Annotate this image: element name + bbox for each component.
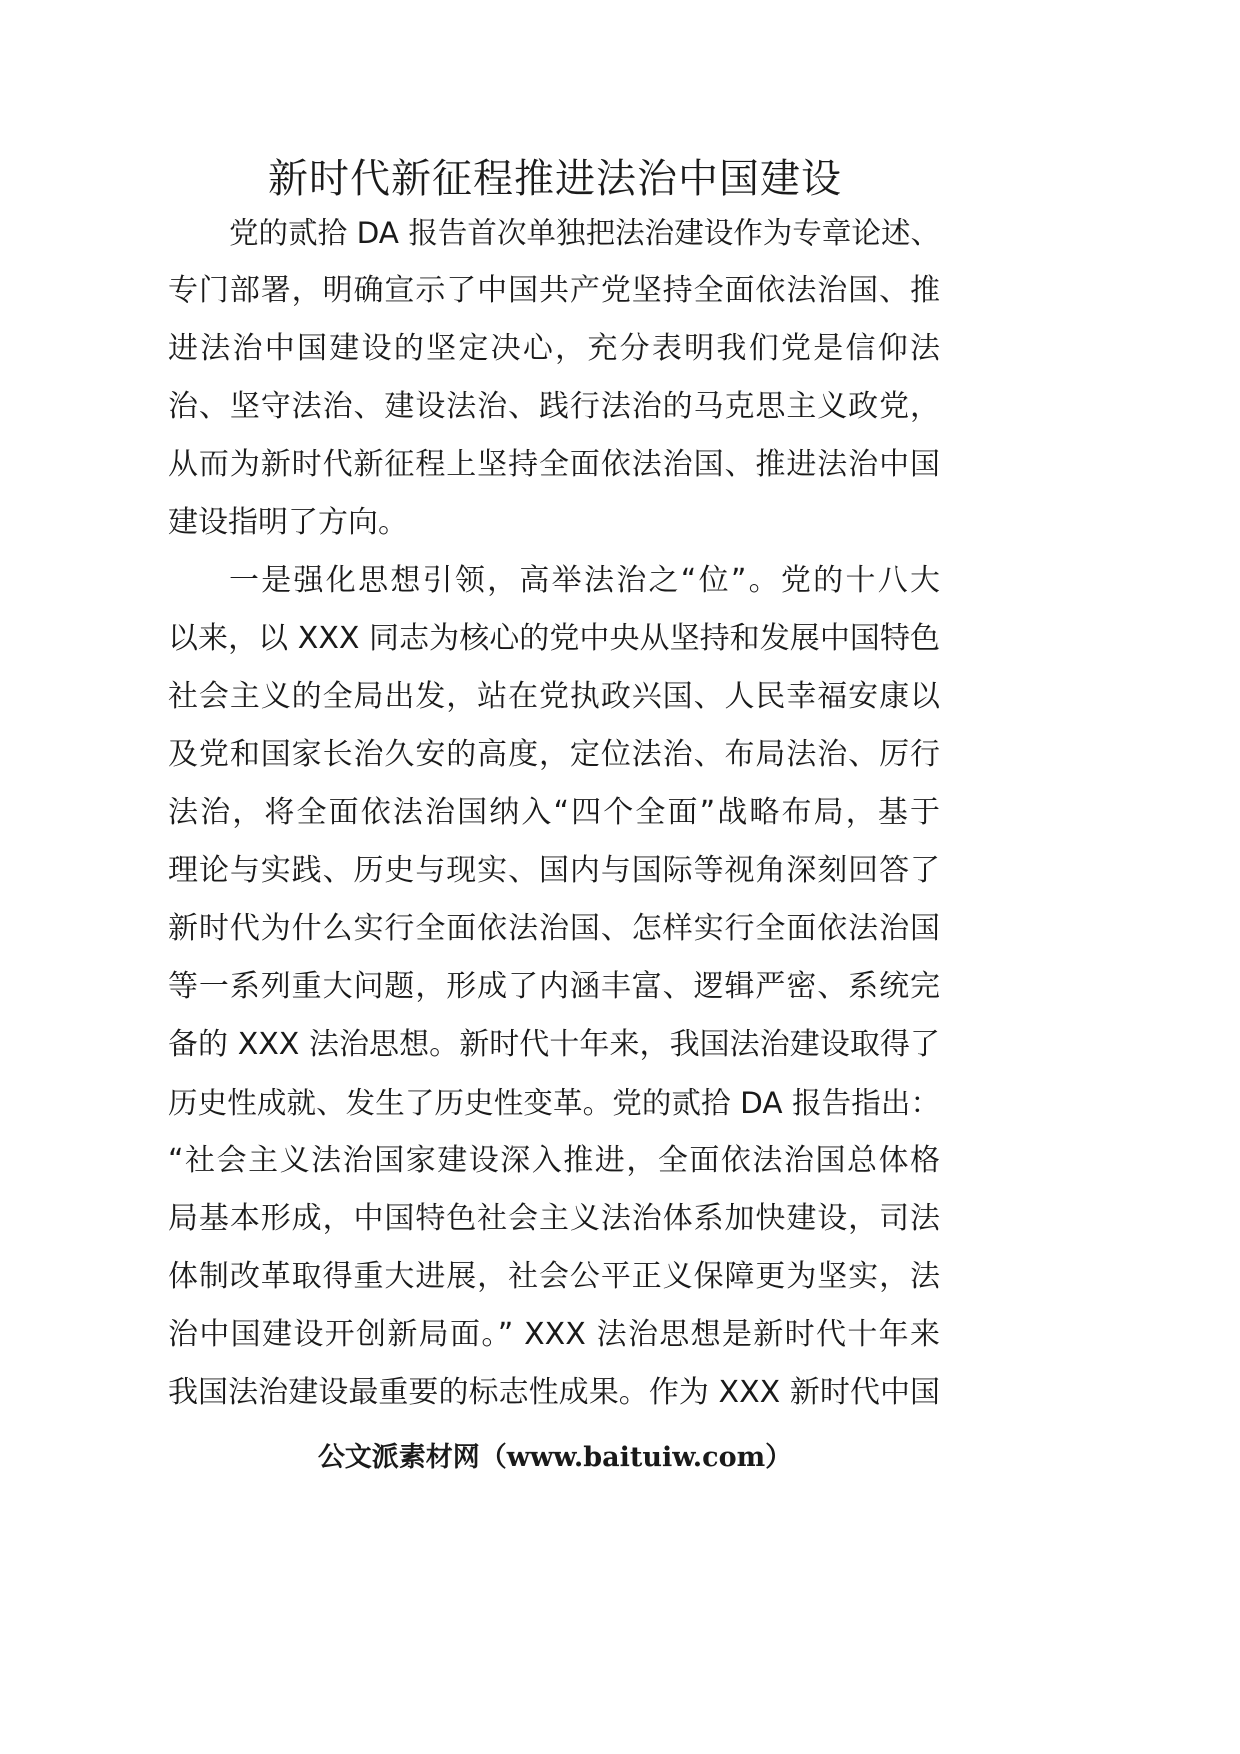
paragraph-line: 治中国建设开创新局面。” XXX 法治思想是新时代十年来	[168, 1317, 940, 1352]
paragraph-line: 理论与实践、历史与现实、国内与国际等视角深刻回答了	[168, 853, 940, 888]
paragraph-line: 新时代为什么实行全面依法治国、怎样实行全面依法治国	[168, 911, 940, 946]
paragraph-line: 建设指明了方向。	[168, 505, 408, 540]
paragraph-line: 社会主义的全局出发，站在党执政兴国、人民幸福安康以	[168, 679, 940, 714]
paragraph-line: 进法治中国建设的坚定决心，充分表明我们党是信仰法	[168, 331, 940, 366]
paragraph-line: 局基本形成，中国特色社会主义法治体系加快建设，司法	[168, 1201, 940, 1236]
paragraph-line: 治、坚守法治、建设法治、践行法治的马克思主义政党，	[168, 389, 940, 424]
paragraph-line: 我国法治建设最重要的标志性成果。作为 XXX 新时代中国	[168, 1375, 940, 1410]
paragraph-line: 专门部署，明确宣示了中国共产党坚持全面依法治国、推	[168, 273, 940, 308]
paragraph-line: 备的 XXX 法治思想。新时代十年来，我国法治建设取得了	[168, 1027, 940, 1062]
paragraph-line: 历史性成就、发生了历史性变革。党的贰拾 DA 报告指出：	[168, 1086, 940, 1120]
document-body	[168, 204, 940, 1422]
paragraph-line: 党的贰拾 DA 报告首次单独把法治建设作为专章论述、	[229, 216, 940, 250]
paragraph-line: 从而为新时代新征程上坚持全面依法治国、推进法治中国	[168, 447, 940, 482]
paragraph-line: “社会主义法治国家建设深入推进，全面依法治国总体格	[168, 1143, 940, 1178]
paragraph-line: 一是强化思想引领，高举法治之“位”。党的十八大	[229, 563, 940, 598]
paragraph-line: 法治，将全面依法治国纳入“四个全面”战略布局，基于	[168, 795, 940, 830]
paragraph-line: 等一系列重大问题，形成了内涵丰富、逻辑严密、系统完	[168, 969, 940, 1004]
footer-watermark: 公文派素材网（www.baituiw.com）	[317, 1442, 793, 1473]
paragraph-intro	[168, 204, 940, 552]
paragraph-line: 及党和国家长治久安的高度，定位法治、布局法治、厉行	[168, 737, 940, 772]
paragraph-line: 体制改革取得重大进展，社会公平正义保障更为坚实，法	[168, 1259, 940, 1294]
paragraph-section-one	[168, 552, 940, 1422]
document-title: 新时代新征程推进法治中国建设	[268, 156, 842, 202]
paragraph-line: 以来，以 XXX 同志为核心的党中央从坚持和发展中国特色	[168, 621, 940, 656]
